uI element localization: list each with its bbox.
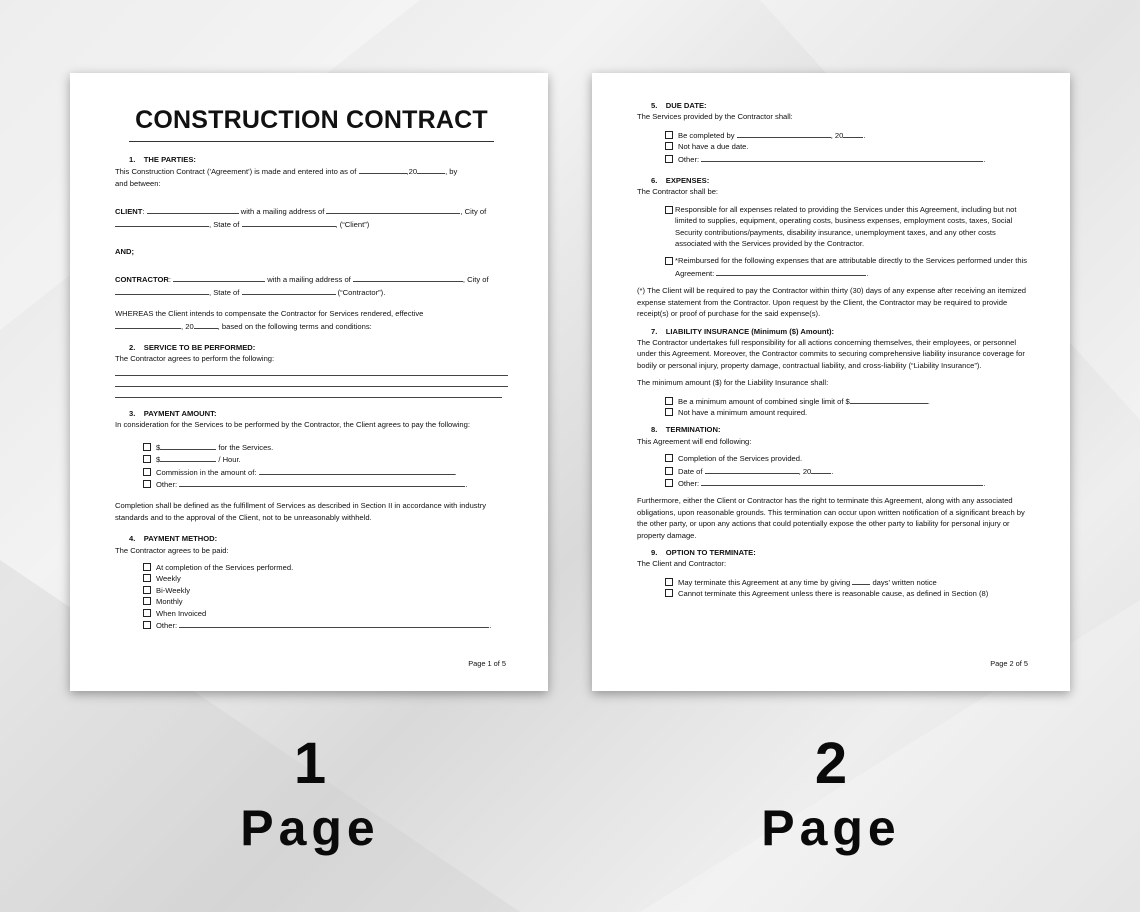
service-text: The Contractor agrees to perform the following: bbox=[115, 354, 275, 364]
and-label: AND; bbox=[115, 247, 134, 257]
payment-option-other: Other: . bbox=[143, 478, 508, 490]
checkbox-icon bbox=[665, 454, 673, 462]
payment-option-hourly: $ / Hour. bbox=[143, 453, 508, 465]
expenses-text: The Contractor shall be: bbox=[637, 187, 719, 197]
checkbox-icon bbox=[665, 206, 673, 214]
option-terminate-cause: Cannot terminate this Agreement unless there is reasonable cause, as defined in Section (8) bbox=[665, 588, 1030, 599]
completion-text: Completion shall be defined as the fulfillment of Services as described in Section II in accordance with industry standards and to the approval of the Client, not to be unreasonably withheld. bbox=[115, 501, 487, 522]
expenses-note: (*) The Client will be required to pay the Contractor within thirty (30) days of any expense after receiving an itemized expense statement from the Contractor. Upon request by the Client, the Contractor may be required to provide receipt(s) or proof of purchase for the said expense(s). bbox=[637, 286, 1027, 319]
parties-text: This Construction Contract ('Agreement') is made and entered into as of ,20 , by and between: bbox=[115, 167, 458, 188]
page-number: Page 1 of 5 bbox=[468, 658, 506, 668]
option-terminate-notice: May terminate this Agreement at any time by giving days' written notice bbox=[665, 576, 1030, 588]
termination-further-text: Furthermore, either the Client or Contractor has the right to terminate this Agreement, along with any associated obligations, upon reasonable grounds. This termination can occur upon written notification of a significant breach by the other party, or upon any actions that could potentially expose the other party to liability for personal injury or property damage. bbox=[637, 496, 1025, 540]
document-title: CONSTRUCTION CONTRACT bbox=[135, 106, 488, 134]
checkbox-icon bbox=[143, 563, 151, 571]
expenses-option-reimbursed: *Reimbursed for the following expenses that are attributable directly to the Services performed under this Agreement: . bbox=[665, 255, 1030, 279]
section-payment-method-heading: 4. PAYMENT METHOD: bbox=[129, 534, 218, 544]
payment-method-option: When Invoiced bbox=[143, 608, 508, 619]
payment-method-option: Bi-Weekly bbox=[143, 585, 508, 596]
checkbox-icon bbox=[143, 443, 151, 451]
section-due-date-heading: 5. DUE DATE: bbox=[651, 101, 707, 110]
checkbox-icon bbox=[665, 589, 673, 597]
page-1-number-label: 1 bbox=[293, 731, 327, 796]
section-parties-heading: 1. THE PARTIES: bbox=[129, 155, 196, 164]
document-page-1 bbox=[70, 73, 548, 691]
checkbox-icon bbox=[143, 621, 151, 629]
section-termination-heading: 8. TERMINATION: bbox=[651, 425, 721, 435]
service-line bbox=[115, 387, 502, 398]
option-terminate-text: The Client and Contractor: bbox=[637, 559, 727, 569]
service-line bbox=[115, 365, 508, 376]
service-line bbox=[115, 376, 508, 387]
page-2-number-label: 2 bbox=[814, 731, 848, 796]
checkbox-icon bbox=[143, 586, 151, 594]
checkbox-icon bbox=[665, 397, 673, 405]
checkbox-icon bbox=[143, 480, 151, 488]
checkbox-icon bbox=[143, 455, 151, 463]
page-1-word-label: Page bbox=[240, 800, 380, 856]
payment-option-commission: Commission in the amount of: . bbox=[143, 466, 508, 478]
checkbox-icon bbox=[665, 479, 673, 487]
liability-option-minimum: Be a minimum amount of combined single limit of $ . bbox=[665, 395, 1030, 407]
document-page-2 bbox=[592, 73, 1070, 691]
checkbox-icon bbox=[143, 597, 151, 605]
title-underline bbox=[129, 141, 494, 142]
section-option-terminate-heading: 9. OPTION TO TERMINATE: bbox=[651, 548, 756, 557]
checkbox-icon bbox=[665, 408, 673, 416]
checkbox-icon bbox=[665, 578, 673, 586]
client-line: CLIENT: with a mailing address of , City of , State of , (“Client”) bbox=[115, 207, 487, 229]
due-date-option-none: Not have a due date. bbox=[665, 141, 1030, 152]
payment-method-option: At completion of the Services performed. bbox=[143, 562, 508, 573]
termination-option-date: Date of , 20 . bbox=[665, 465, 1030, 477]
expenses-option-responsible: Responsible for all expenses related to providing the Services under this Agreement, including but not limited to supplies, equipment, operating costs, business expenses, employment costs, taxes, Social Security contributions/payments, disability insurance, unemployment taxes, and any other costs associated with the Services provided by the Contractor. bbox=[665, 204, 1030, 250]
due-date-text: The Services provided by the Contractor shall: bbox=[637, 112, 793, 122]
termination-option-other: Other: . bbox=[665, 477, 1030, 489]
payment-method-option: Weekly bbox=[143, 573, 508, 584]
checkbox-icon bbox=[143, 609, 151, 617]
page-2-word-label: Page bbox=[761, 800, 901, 856]
section-expenses-heading: 6. EXPENSES: bbox=[651, 176, 710, 186]
checkbox-icon bbox=[665, 257, 673, 265]
page-number: Page 2 of 5 bbox=[990, 658, 1028, 668]
termination-text: This Agreement will end following: bbox=[637, 436, 752, 446]
checkbox-icon bbox=[665, 142, 673, 150]
termination-option-completion: Completion of the Services provided. bbox=[665, 453, 1030, 464]
liability-option-none: Not have a minimum amount required. bbox=[665, 407, 1030, 418]
liability-text: The Contractor undertakes full responsibility for all actions concerning themselves, their employees, or personnel under this Agreement. Moreover, the Contractor commits to securing comprehensive liability insurance coverage for bodily or personal injury, property damage, contractual liability, and cross-liability (“Liability Insurance”). bbox=[637, 337, 1025, 370]
section-payment-amount-heading: 3. PAYMENT AMOUNT: bbox=[129, 408, 217, 418]
checkbox-icon bbox=[665, 467, 673, 475]
checkbox-icon bbox=[665, 131, 673, 139]
contractor-line: CONTRACTOR: with a mailing address of , City of , State of (“Contractor”). bbox=[115, 275, 489, 297]
section-service-heading: 2. SERVICE TO BE PERFORMED: bbox=[129, 343, 256, 353]
due-date-option-completed: Be completed by , 20 . bbox=[665, 129, 1030, 141]
due-date-option-other: Other: . bbox=[665, 153, 1030, 165]
checkbox-icon bbox=[143, 468, 151, 476]
liability-minimum-text: The minimum amount ($) for the Liability Insurance shall: bbox=[637, 378, 829, 388]
checkbox-icon bbox=[143, 574, 151, 582]
payment-option-services: $ for the Services. bbox=[143, 441, 508, 453]
section-liability-heading: 7. LIABILITY INSURANCE (Minimum ($) Amount): bbox=[651, 326, 835, 336]
whereas-text: WHEREAS the Client intends to compensate the Contractor for Services rendered, effective , 20 , based on the following terms and conditions: bbox=[115, 309, 424, 331]
payment-method-text: The Contractor agrees to be paid: bbox=[115, 545, 229, 555]
checkbox-icon bbox=[665, 155, 673, 163]
payment-method-option: Monthly bbox=[143, 596, 508, 607]
payment-amount-text: In consideration for the Services to be performed by the Contractor, the Client agrees to pay the following: bbox=[115, 420, 470, 430]
payment-method-other: Other: . bbox=[143, 619, 508, 631]
